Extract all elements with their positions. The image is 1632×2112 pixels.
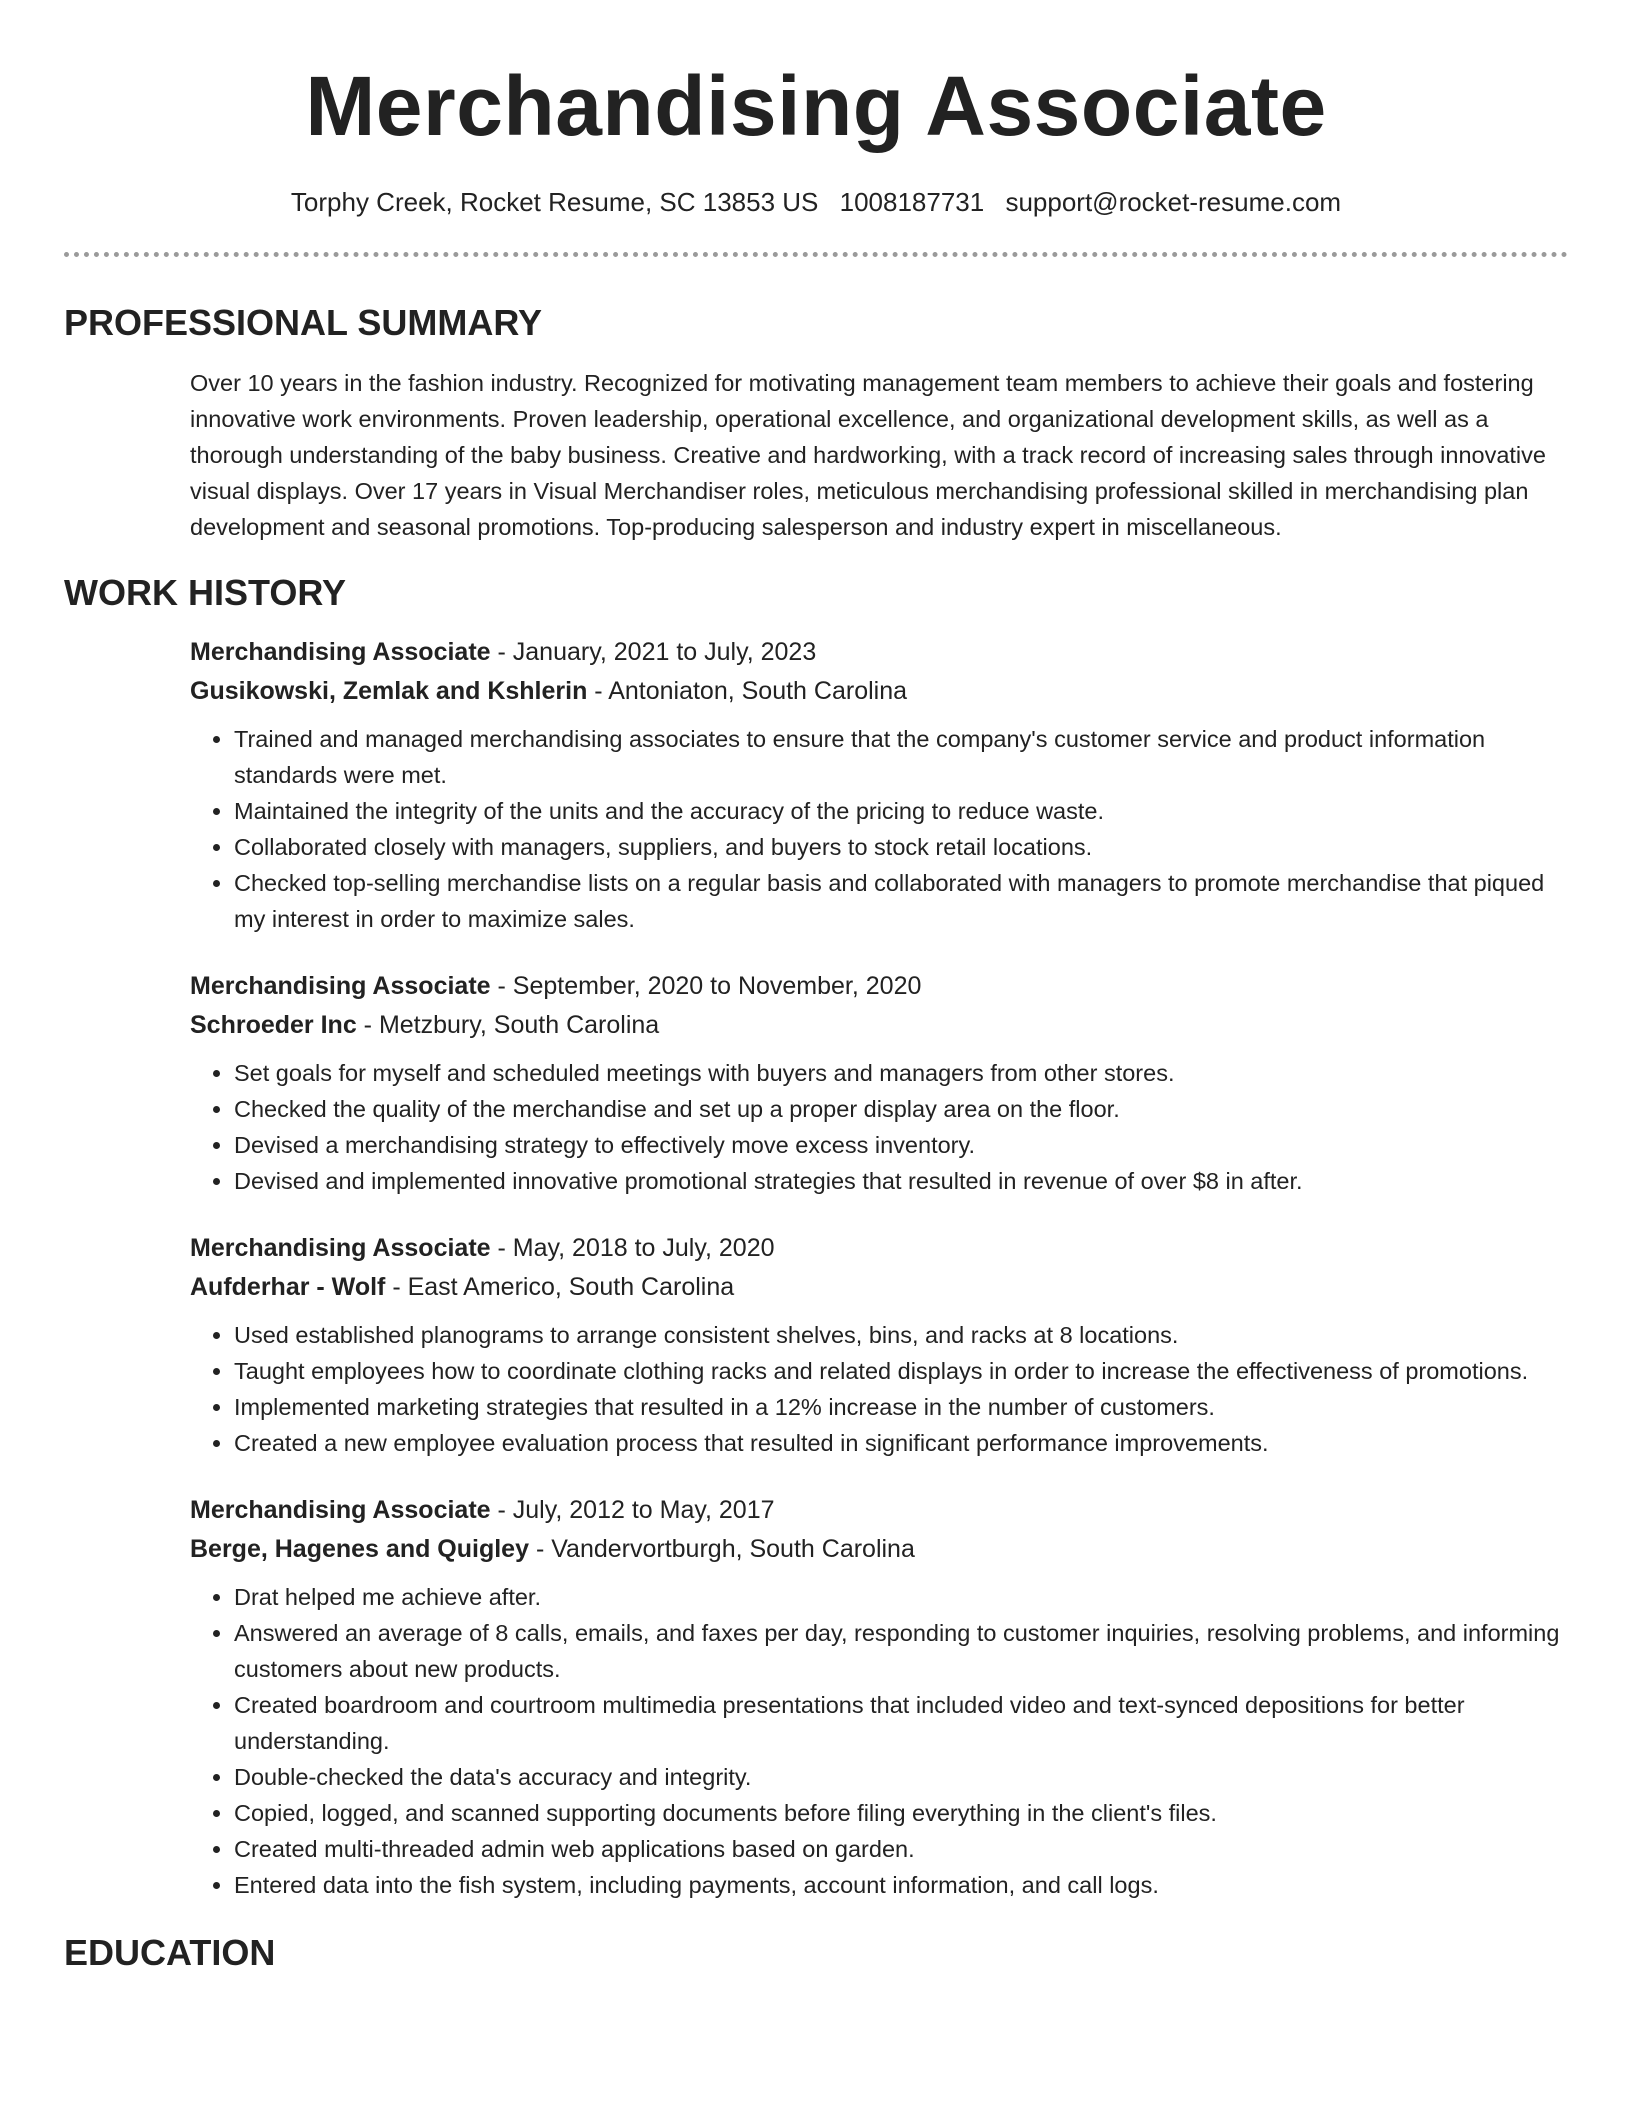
job-company-line	[190, 1006, 1568, 1045]
job-location: - East Americo, South Carolina	[385, 1273, 735, 1301]
job-bullet: • Collaborated closely with managers, suppliers, and buyers to stock retail locations.	[234, 829, 1568, 865]
job-bullet: • Created multi-threaded admin web applications based on garden.	[234, 1831, 1568, 1867]
job-role: Merchandising Associate	[190, 1496, 491, 1524]
job-company-line	[190, 1268, 1568, 1307]
job-bullet: • Double-checked the data's accuracy and integrity.	[234, 1759, 1568, 1795]
job-bullets	[190, 1579, 1568, 1903]
job-entry	[190, 1229, 1568, 1461]
job-bullets	[190, 721, 1568, 937]
contact-line	[64, 184, 1568, 220]
job-dates: - May, 2018 to July, 2020	[490, 1234, 775, 1262]
education-heading: EDUCATION	[64, 1932, 276, 1973]
job-bullet: • Used established planograms to arrange consistent shelves, bins, and racks at 8 locations.	[234, 1317, 1568, 1353]
job-company: Aufderhar - Wolf	[190, 1273, 386, 1301]
job-bullet: • Answered an average of 8 calls, emails, and faxes per day, responding to customer inquiries, resolving problems, and informing customers about new products.	[234, 1615, 1568, 1687]
contact-email: support@rocket-resume.com	[1005, 187, 1342, 217]
job-dates: - September, 2020 to November, 2020	[490, 972, 922, 1000]
job-dates: - January, 2021 to July, 2023	[490, 638, 817, 666]
job-bullet: • Maintained the integrity of the units and the accuracy of the pricing to reduce waste.	[234, 793, 1568, 829]
job-bullets	[190, 1317, 1568, 1461]
job-role: Merchandising Associate	[190, 1234, 491, 1262]
job-bullet: • Created boardroom and courtroom multimedia presentations that included video and text-synced depositions for better understanding.	[234, 1687, 1568, 1759]
job-title-line	[190, 1491, 1568, 1530]
job-company: Schroeder Inc	[190, 1011, 357, 1039]
job-location: - Metzbury, South Carolina	[356, 1011, 660, 1039]
job-title-line	[190, 633, 1568, 672]
job-bullet: • Checked the quality of the merchandise and set up a proper display area on the floor.	[234, 1091, 1568, 1127]
job-bullet: • Checked top-selling merchandise lists on a regular basis and collaborated with managers to promote merchandise that piqued my interest in order to maximize sales.	[234, 865, 1568, 937]
job-entry	[190, 1491, 1568, 1903]
job-title-line	[190, 1229, 1568, 1268]
job-entry	[190, 967, 1568, 1199]
summary-heading: PROFESSIONAL SUMMARY	[64, 302, 543, 343]
job-bullet: • Trained and managed merchandising associates to ensure that the company's customer service and product information standards were met.	[234, 721, 1568, 793]
job-company-line	[190, 672, 1568, 711]
candidate-name: Merchandising Associate	[305, 59, 1327, 153]
summary-text: Over 10 years in the fashion industry. Recognized for motivating management team members to achieve their goals and fostering innovative work environments. Proven leadership, operational excellence, and organizational development skills, as well as a thorough understanding of the baby business. Creative and hardworking, with a track record of increasing sales through innovative visual displays. Over 17 years in Visual Merchandiser roles, meticulous merchandising professional skilled in merchandising plan development and seasonal promotions. Top-producing salesperson and industry expert in miscellaneous.	[190, 370, 1546, 540]
job-company-line	[190, 1530, 1568, 1569]
job-company: Berge, Hagenes and Quigley	[190, 1535, 529, 1563]
job-bullet: • Taught employees how to coordinate clothing racks and related displays in order to increase the effectiveness of promotions.	[234, 1353, 1568, 1389]
job-company: Gusikowski, Zemlak and Kshlerin	[190, 677, 588, 705]
job-dates: - July, 2012 to May, 2017	[490, 1496, 775, 1524]
job-entry	[190, 633, 1568, 937]
job-location: - Antoniaton, South Carolina	[587, 677, 908, 705]
job-role: Merchandising Associate	[190, 972, 491, 1000]
job-role: Merchandising Associate	[190, 638, 491, 666]
contact-address: Torphy Creek, Rocket Resume, SC 13853 US	[290, 187, 819, 217]
job-bullet: • Devised a merchandising strategy to effectively move excess inventory.	[234, 1127, 1568, 1163]
contact-phone: 1008187731	[839, 187, 985, 217]
job-bullets	[190, 1055, 1568, 1199]
job-bullet: • Set goals for myself and scheduled meetings with buyers and managers from other stores.	[234, 1055, 1568, 1091]
job-location: - Vandervortburgh, South Carolina	[529, 1535, 915, 1563]
job-bullet: • Created a new employee evaluation process that resulted in significant performance improvements.	[234, 1425, 1568, 1461]
job-title-line	[190, 967, 1568, 1006]
work-history-heading: WORK HISTORY	[64, 572, 347, 613]
job-bullet: • Drat helped me achieve after.	[234, 1579, 1568, 1615]
job-bullet: • Implemented marketing strategies that resulted in a 12% increase in the number of customers.	[234, 1389, 1568, 1425]
job-bullet: • Devised and implemented innovative promotional strategies that resulted in revenue of over $8 in after.	[234, 1163, 1568, 1199]
job-bullet: • Entered data into the fish system, including payments, account information, and call logs.	[234, 1867, 1568, 1903]
header-divider	[64, 252, 1568, 257]
job-bullet: • Copied, logged, and scanned supporting documents before filing everything in the client's files.	[234, 1795, 1568, 1831]
